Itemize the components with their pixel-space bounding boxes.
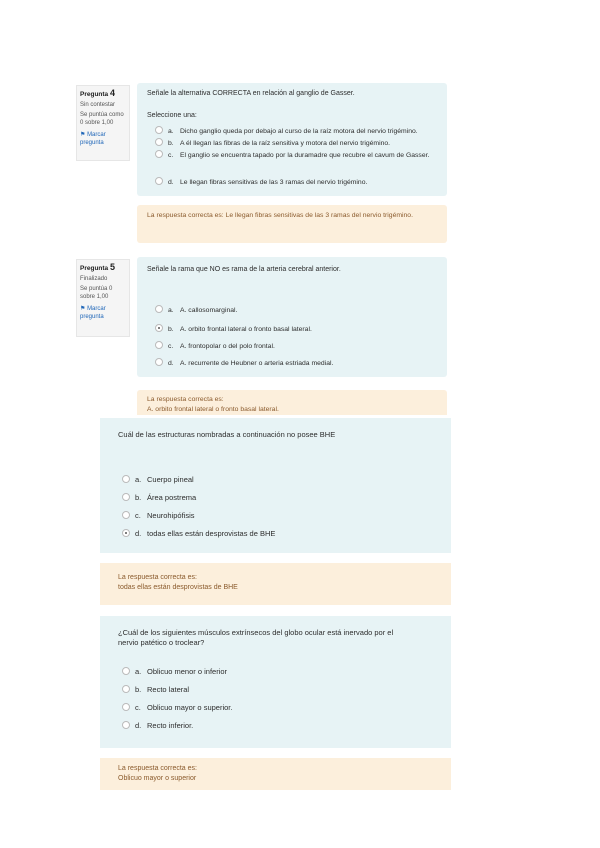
radio-icon[interactable] — [155, 324, 163, 332]
option-c[interactable]: c. Oblicuo mayor o superior. — [122, 703, 443, 712]
radio-icon[interactable] — [122, 529, 130, 537]
radio-icon[interactable] — [122, 493, 130, 501]
flag-icon: ⚑ — [80, 132, 86, 138]
option-d[interactable]: d. A. recurrente de Heubner o arteria estriada medial. — [155, 358, 439, 368]
radio-icon[interactable] — [155, 177, 163, 185]
radio-icon[interactable] — [155, 305, 163, 313]
option-a[interactable]: a. Dicho ganglio queda por debajo al curso de la raíz motora del nervio trigémino. — [155, 126, 439, 136]
option-a[interactable]: a. A. callosomarginal. — [155, 305, 439, 315]
option-c[interactable]: c. El ganglio se encuentra tapado por la duramadre que recubre el cavum de Gasser. — [155, 150, 439, 160]
radio-icon[interactable] — [155, 341, 163, 349]
option-d[interactable]: d. todas ellas están desprovistas de BHE — [122, 529, 443, 538]
question-number: Pregunta 5 — [80, 262, 115, 272]
radio-icon[interactable] — [122, 703, 130, 711]
option-a[interactable]: a. Oblicuo menor o inferior — [122, 667, 443, 676]
option-c[interactable]: c. Neurohipófisis — [122, 511, 443, 520]
question-5-box — [137, 257, 447, 377]
option-b[interactable]: b. A. orbito frontal lateral o fronto basal lateral. — [155, 324, 439, 334]
option-a[interactable]: a. Cuerpo pineal — [122, 475, 443, 484]
question-number: Pregunta 4 — [80, 88, 115, 98]
question-7-feedback — [100, 758, 451, 790]
flag-question-link[interactable]: ⚑ Marcar pregunta — [80, 132, 106, 146]
radio-icon[interactable] — [122, 721, 130, 729]
feedback-label: La respuesta correcta es: — [147, 396, 224, 403]
radio-icon[interactable] — [155, 138, 163, 146]
feedback-label: La respuesta correcta es: — [118, 765, 197, 772]
option-b[interactable]: b. Recto lateral — [122, 685, 443, 694]
feedback-label: La respuesta correcta es: — [118, 574, 197, 581]
question-status: Sin contestar — [80, 102, 116, 108]
correct-answer-text: todas ellas están desprovistas de BHE — [118, 584, 238, 591]
option-b[interactable]: b. A él llegan las fibras de la raíz sensitiva y motora del nervio trigémino. — [155, 138, 439, 148]
question-4-box — [137, 83, 447, 196]
bottom-screenshot — [100, 418, 451, 790]
question-text: ¿Cuál de los siguientes músculos extrínsecos del globo ocular está inervado por el nervio patético o troclear? — [118, 628, 394, 647]
flag-icon: ⚑ — [80, 306, 86, 312]
correct-answer-text: La respuesta correcta es: Le llegan fibras sensitivas de las 3 ramas del nervio trigémino. — [147, 212, 413, 219]
question-text: Señale la rama que NO es rama de la arteria cerebral anterior. — [147, 266, 341, 273]
question-text: Señale la alternativa CORRECTA en relación al ganglio de Gasser. — [147, 90, 355, 97]
correct-answer-text: A. orbito frontal lateral o fronto basal lateral. — [147, 406, 279, 413]
question-5-info — [76, 259, 130, 337]
radio-icon[interactable] — [155, 358, 163, 366]
radio-icon[interactable] — [155, 126, 163, 134]
top-screenshot — [72, 75, 451, 415]
question-7-box — [100, 616, 451, 748]
option-c[interactable]: c. A. frontopolar o del polo frontal. — [155, 341, 439, 351]
question-6-box — [100, 418, 451, 553]
radio-icon[interactable] — [155, 150, 163, 158]
correct-answer-text: Oblicuo mayor o superior — [118, 775, 197, 782]
question-score: Se puntúa 0 sobre 1,00 — [80, 286, 113, 300]
radio-icon[interactable] — [122, 475, 130, 483]
radio-icon[interactable] — [122, 667, 130, 675]
question-4-info — [76, 85, 130, 161]
question-text: Cuál de las estructuras nombradas a continuación no posee BHE — [118, 430, 336, 439]
flag-question-link[interactable]: ⚑ Marcar pregunta — [80, 306, 106, 320]
option-d[interactable]: d. Recto inferior. — [122, 721, 443, 730]
option-b[interactable]: b. Área postrema — [122, 493, 443, 502]
question-6-feedback — [100, 563, 451, 605]
question-4-feedback — [137, 205, 447, 243]
question-status: Finalizado — [80, 276, 108, 282]
option-d[interactable]: d. Le llegan fibras sensitivas de las 3 ramas del nervio trigémino. — [155, 177, 439, 187]
question-score: Se puntúa como 0 sobre 1,00 — [80, 112, 124, 126]
question-5-feedback — [137, 390, 447, 415]
radio-icon[interactable] — [122, 511, 130, 519]
radio-icon[interactable] — [122, 685, 130, 693]
select-prompt: Seleccione una: — [147, 112, 197, 119]
